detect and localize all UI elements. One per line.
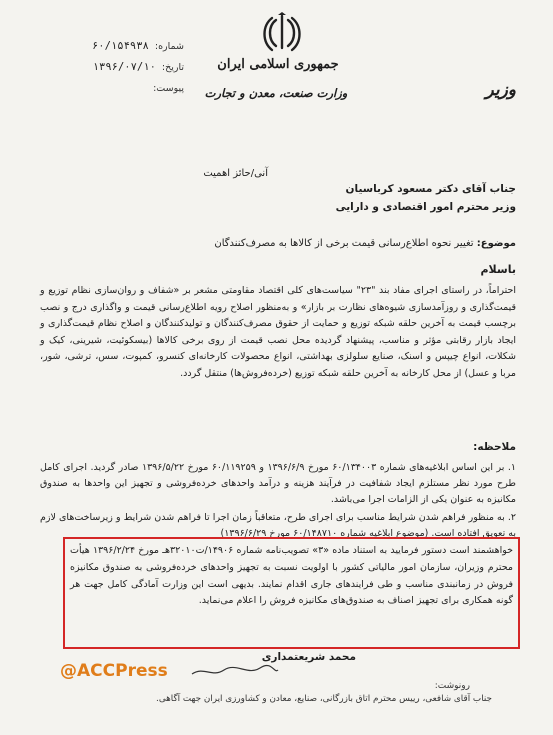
note-item: ۲. به منظور فراهم شدن شرایط مناسب برای اجرای طرح، متعاقباً زمان اجرا تا فراهم شدن شرایط و زیرساخت‌های لازم به تعویق افتاده است. (موضوع ابلاغیه شماره ۶۰/۱۴۸۷۱۰ مورخ ۱۳۹۶/۶/۲۹) — [40, 512, 516, 540]
republic-title: جمهوری اسلامی ایران — [217, 57, 339, 72]
date-value: ۱۳۹۶/۰۷/۱۰ — [92, 61, 156, 73]
recipient-block — [150, 180, 516, 216]
letter-attachment-row — [34, 78, 184, 99]
minister-title: وزیر — [485, 80, 516, 100]
signer-name: محمد شریعتمداری — [261, 651, 356, 663]
letter-date-row — [34, 57, 184, 78]
greeting: باسلام — [480, 263, 516, 276]
ministry-name: وزارت صنعت، معدن و تجارت — [204, 86, 348, 100]
body-paragraph: احتراماً، در راستای اجرای مفاد بند "۲۳" سیاست‌های کلی اقتصاد مقاومتی مشعر بر «شفاف و روان‌سازی نظام توزیع و قیمت‌گذاری و روزآمدسازی شیوه‌های نظارت بر بازار» و به‌منظور اصلاح رویه اطلاع‌رسانی قیمت و واگذاری درج و نصب برچسب قیمت به آخرین حلقه شبکه توزیع و حمایت از حقوق مصرف‌کنندگان و تولیدکنندگان و اصلاح نظام قیمت‌گذاری و ایجاد بازار رقابتی مؤثر و مناسب، پیشنهاد گردیده محل نصب قیمت از روی برخی کالاها (بیسکوئیت، شیرینی، کیک و شکلات، انواع چیپس و اسنک، صنایع سلولزی بهداشتی، انواع محصولات کارخانه‌ای کنسرو، کمپوت، سس، ترشی، شور، مربا و عسل) از محل کارخانه به آخرین حلقه شبکه توزیع (خرده‌فروش‌ها) منتقل گردد. — [40, 285, 516, 379]
urgency-stamp: آنی/حائز اهمیت — [203, 168, 268, 179]
recipient-title: وزیر محترم امور اقتصادی و دارایی — [335, 201, 516, 213]
subject-text: تغییر نحوه اطلاع‌رسانی قیمت برخی از کالاها به مصرف‌کنندگان — [214, 238, 474, 249]
letter-number-row — [34, 36, 184, 57]
letter-meta — [34, 36, 184, 99]
highlight-text: خواهشمند است دستور فرمایید به استناد ماده «۳» تصویب‌نامه شماره ۱۴۹۰۶/ت۳۲۰۱۰هـ مورخ ۱۳۹۶/۲/۲۴ هیأت محترم وزیران، سازمان امور مالیاتی کشور با اولویت نسبت به تجهیز واحدهای خرده‌فروشی به صندوق مکانیزه فروش در زمانبندی مناسب و طی فرایندهای جاری اقدام نمایند. بدیهی است این وزارت آمادگی کامل جهت هر گونه همکاری برای تجهیز اصناف به صندوق‌های مکانیزه فروش را اعلام می‌نماید. — [70, 545, 513, 607]
date-label: تاریخ: — [161, 62, 184, 73]
subject-line — [110, 236, 516, 252]
watermark-handle: @ACCPress — [60, 661, 168, 681]
iran-emblem-icon — [262, 12, 302, 54]
signature-scribble-icon — [190, 664, 280, 680]
subject-label: موضوع: — [476, 238, 516, 249]
attachment-label: پیوست: — [153, 83, 184, 94]
number-value: ۶۰/۱۵۴۹۳۸ — [91, 40, 149, 52]
recipient-name: جناب آقای دکتر مسعود کرباسیان — [345, 183, 516, 195]
note-item: ۱. بر این اساس ابلاغیه‌های شماره ۶۰/۱۳۴۰۰۳ مورخ ۱۳۹۶/۶/۹ و ۶۰/۱۱۹۲۵۹ مورخ ۱۳۹۶/۵/۲۲ صادر گردید. اجرای کامل طرح مورد نظر مستلزم ایجاد شفافیت در فرآیند هزینه و درآمد واحدهای خرده‌فروشی و تجهیز این واحدها به صندوق مکانیزه به عنوان یکی از الزامات اجرا می‌باشد. — [40, 462, 516, 506]
number-label: شماره: — [154, 41, 184, 52]
notes-title: ملاحظه: — [473, 441, 516, 453]
cc-item: جناب آقای شافعی، رییس محترم اتاق بازرگانی، صنایع، معادن و کشاورزی ایران جهت آگاهی. — [156, 694, 492, 704]
cc-title: رونوشت: — [434, 681, 470, 691]
